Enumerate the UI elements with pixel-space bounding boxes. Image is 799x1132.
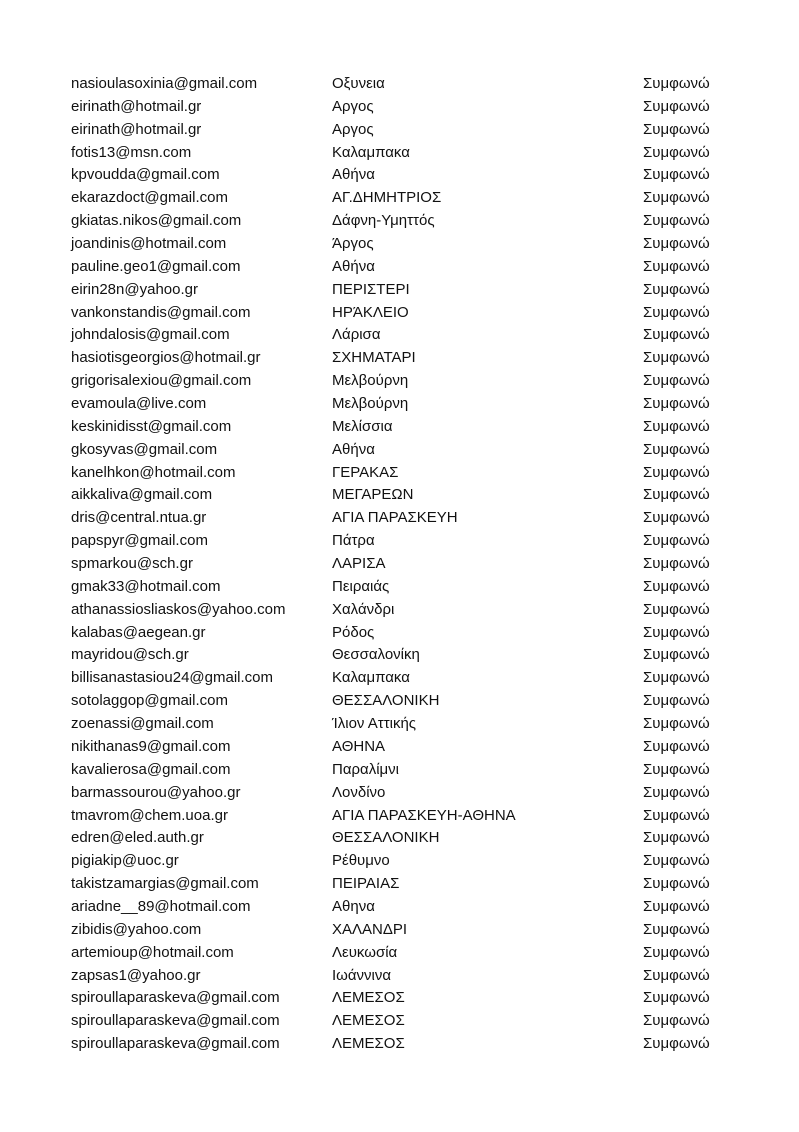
email-cell: gkiatas.nikos@gmail.com <box>71 212 242 230</box>
city-cell: Καλαμπακα <box>332 669 410 687</box>
consent-cell: Συμφωνώ <box>643 509 710 527</box>
city-cell: Πειραιάς <box>332 577 390 595</box>
city-cell: ΑΘΗΝΑ <box>332 737 386 755</box>
city-cell: Αργος <box>332 120 374 138</box>
email-cell: mayridou@sch.gr <box>71 646 189 664</box>
consent-cell: Συμφωνώ <box>643 486 710 504</box>
table-row <box>71 736 731 759</box>
table-row <box>71 302 731 325</box>
table-row <box>71 416 731 439</box>
city-cell: Παραλίμνι <box>332 760 400 778</box>
table-row <box>71 644 731 667</box>
city-cell: Οξυνεια <box>332 75 385 92</box>
city-cell: ΛΕΜΕΣΟΣ <box>332 1012 405 1030</box>
consent-cell: Συμφωνώ <box>643 852 710 870</box>
table-row <box>71 576 731 599</box>
consent-cell: Συμφωνώ <box>643 577 710 595</box>
table-row <box>71 462 731 485</box>
table-row <box>71 759 731 782</box>
email-cell: eirinath@hotmail.gr <box>71 97 202 115</box>
consent-cell: Συμφωνώ <box>643 966 710 984</box>
email-cell: kanelhkon@hotmail.com <box>71 463 236 481</box>
city-cell: Αθηνα <box>332 897 375 915</box>
city-cell: ΠΕΡΙΣΤΕΡΙ <box>332 280 410 298</box>
email-cell: barmassourou@yahoo.gr <box>71 783 241 801</box>
table-row <box>71 782 731 805</box>
consent-cell: Συμφωνώ <box>643 395 710 413</box>
email-cell: joandinis@hotmail.com <box>71 235 227 253</box>
table-row <box>71 233 731 256</box>
email-cell: johndalosis@gmail.com <box>71 326 230 344</box>
city-cell: ΘΕΣΣΑΛΟΝΙΚΗ <box>332 692 440 710</box>
table-row <box>71 507 731 530</box>
city-cell: ΛΕΜΕΣΟΣ <box>332 1035 405 1053</box>
consent-cell: Συμφωνώ <box>643 989 710 1007</box>
city-cell: Αθήνα <box>332 166 375 184</box>
city-cell: ΠΕΙΡΑΙΑΣ <box>332 875 400 893</box>
table-row <box>71 850 731 873</box>
email-cell: zapsas1@yahoo.gr <box>71 966 201 984</box>
email-cell: artemioup@hotmail.com <box>71 943 234 961</box>
consent-cell: Συμφωνώ <box>643 303 710 321</box>
city-cell: ΣΧΗΜΑΤΑΡΙ <box>332 349 416 367</box>
table-row <box>71 690 731 713</box>
city-cell: Ίλιον Αττικής <box>332 715 417 733</box>
consent-cell: Συμφωνώ <box>643 1035 710 1053</box>
table-row <box>71 553 731 576</box>
city-cell: ΓΕΡΑΚΑΣ <box>332 463 399 481</box>
city-cell: Μελβούρνη <box>332 395 409 413</box>
email-cell: ekarazdoct@gmail.com <box>71 189 228 207</box>
email-cell: spiroullaparaskeva@gmail.com <box>71 989 280 1007</box>
consent-cell: Συμφωνώ <box>643 97 710 115</box>
city-cell: Χαλάνδρι <box>332 600 395 618</box>
city-cell: ΑΓ.ΔΗΜΗΤΡΙΟΣ <box>332 189 442 207</box>
city-cell: Μελβούρνη <box>332 372 409 390</box>
table-row <box>71 667 731 690</box>
table-row <box>71 1033 731 1056</box>
city-cell: Λευκωσία <box>332 943 398 961</box>
consent-cell: Συμφωνώ <box>643 600 710 618</box>
table-row <box>71 530 731 553</box>
consent-cell: Συμφωνώ <box>643 440 710 458</box>
consent-cell: Συμφωνώ <box>643 829 710 847</box>
city-cell: Ρόδος <box>332 623 375 641</box>
table-row <box>71 622 731 645</box>
consent-cell: Συμφωνώ <box>643 326 710 344</box>
email-cell: keskinidisst@gmail.com <box>71 417 232 435</box>
table-row <box>71 965 731 988</box>
city-cell: Καλαμπακα <box>332 143 410 161</box>
consent-cell: Συμφωνώ <box>643 943 710 961</box>
city-cell: Ιωάννινα <box>332 966 392 984</box>
email-cell: eirinath@hotmail.gr <box>71 120 202 138</box>
city-cell: Πάτρα <box>332 532 375 550</box>
city-cell: Θεσσαλονίκη <box>332 646 420 664</box>
consent-cell: Συμφωνώ <box>643 257 710 275</box>
city-cell: ΛΕΜΕΣΟΣ <box>332 989 405 1007</box>
table-row <box>71 370 731 393</box>
table-row <box>71 324 731 347</box>
email-cell: nasioulasoxinia@gmail.com <box>71 75 258 92</box>
table-row <box>71 896 731 919</box>
email-cell: ariadne__89@hotmail.com <box>71 897 251 915</box>
table-row <box>71 439 731 462</box>
table-row <box>71 919 731 942</box>
consent-cell: Συμφωνώ <box>643 623 710 641</box>
consent-cell: Συμφωνώ <box>643 143 710 161</box>
table-row <box>71 805 731 828</box>
consent-cell: Συμφωνώ <box>643 555 710 573</box>
city-cell: Λονδίνο <box>332 783 386 801</box>
consent-cell: Συμφωνώ <box>643 532 710 550</box>
table-row <box>71 942 731 965</box>
email-cell: athanassiosliaskos@yahoo.com <box>71 600 286 618</box>
table-row <box>71 210 731 233</box>
consent-cell: Συμφωνώ <box>643 646 710 664</box>
table-row <box>71 96 731 119</box>
email-cell: hasiotisgeorgios@hotmail.gr <box>71 349 261 367</box>
email-cell: spmarkou@sch.gr <box>71 555 193 573</box>
city-cell: Δάφνη-Υμηττός <box>332 212 435 230</box>
email-cell: edren@eled.auth.gr <box>71 829 204 847</box>
table-row <box>71 73 731 96</box>
email-cell: grigorisalexiou@gmail.com <box>71 372 252 390</box>
email-cell: kalabas@aegean.gr <box>71 623 206 641</box>
consent-cell: Συμφωνώ <box>643 715 710 733</box>
city-cell: ΘΕΣΣΑΛΟΝΙΚΗ <box>332 829 440 847</box>
consent-cell: Συμφωνώ <box>643 692 710 710</box>
table-row <box>71 599 731 622</box>
consent-cell: Συμφωνώ <box>643 463 710 481</box>
city-cell: Ρέθυμνο <box>332 852 390 870</box>
data-sheet <box>71 73 731 1056</box>
consent-cell: Συμφωνώ <box>643 280 710 298</box>
email-cell: eirin28n@yahoo.gr <box>71 280 198 298</box>
consent-cell: Συμφωνώ <box>643 235 710 253</box>
table-row <box>71 827 731 850</box>
table-row <box>71 256 731 279</box>
consent-cell: Συμφωνώ <box>643 920 710 938</box>
city-cell: ΗΡΆΚΛΕΙΟ <box>332 303 409 321</box>
consent-cell: Συμφωνώ <box>643 166 710 184</box>
table-row <box>71 164 731 187</box>
email-cell: zoenassi@gmail.com <box>71 715 214 733</box>
city-cell: ΑΓΙΑ ΠΑΡΑΣΚΕΥΗ-ΑΘΗΝΑ <box>332 806 516 824</box>
email-cell: zibidis@yahoo.com <box>71 920 202 938</box>
city-cell: ΧΑΛΑΝΔΡΙ <box>332 920 408 938</box>
email-cell: pigiakip@uoc.gr <box>71 852 179 870</box>
email-cell: sotolaggop@gmail.com <box>71 692 228 710</box>
city-cell: Άργος <box>332 235 374 253</box>
email-cell: nikithanas9@gmail.com <box>71 737 231 755</box>
table-row <box>71 187 731 210</box>
table-row <box>71 987 731 1010</box>
table-row <box>71 393 731 416</box>
city-cell: Αθήνα <box>332 257 375 275</box>
email-cell: billisanastasiou24@gmail.com <box>71 669 273 687</box>
email-cell: vankonstandis@gmail.com <box>71 303 251 321</box>
consent-cell: Συμφωνώ <box>643 669 710 687</box>
table-row <box>71 1010 731 1033</box>
email-cell: pauline.geo1@gmail.com <box>71 257 241 275</box>
city-cell: Λάρισα <box>332 326 381 344</box>
consent-cell: Συμφωνώ <box>643 372 710 390</box>
email-cell: takistzamargias@gmail.com <box>71 875 259 893</box>
email-cell: kavalierosa@gmail.com <box>71 760 231 778</box>
consent-cell: Συμφωνώ <box>643 189 710 207</box>
consent-cell: Συμφωνώ <box>643 212 710 230</box>
table-row <box>71 713 731 736</box>
table-row <box>71 142 731 165</box>
table-row <box>71 484 731 507</box>
consent-cell: Συμφωνώ <box>643 75 710 92</box>
email-cell: dris@central.ntua.gr <box>71 509 207 527</box>
consent-cell: Συμφωνώ <box>643 737 710 755</box>
city-cell: Αθήνα <box>332 440 375 458</box>
table-row <box>71 873 731 896</box>
email-cell: aikkaliva@gmail.com <box>71 486 213 504</box>
consent-cell: Συμφωνώ <box>643 1012 710 1030</box>
email-cell: evamoula@live.com <box>71 395 207 413</box>
email-cell: kpvoudda@gmail.com <box>71 166 220 184</box>
city-cell: ΜΕΓΑΡΕΩΝ <box>332 486 414 504</box>
consent-cell: Συμφωνώ <box>643 806 710 824</box>
table-row <box>71 279 731 302</box>
consent-cell: Συμφωνώ <box>643 120 710 138</box>
city-cell: ΑΓΙΑ ΠΑΡΑΣΚΕΥΗ <box>332 509 458 527</box>
email-cell: spiroullaparaskeva@gmail.com <box>71 1035 280 1053</box>
email-cell: gmak33@hotmail.com <box>71 577 221 595</box>
consent-cell: Συμφωνώ <box>643 760 710 778</box>
consent-cell: Συμφωνώ <box>643 897 710 915</box>
consent-cell: Συμφωνώ <box>643 417 710 435</box>
email-cell: gkosyvas@gmail.com <box>71 440 218 458</box>
email-cell: papspyr@gmail.com <box>71 532 208 550</box>
city-cell: Αργος <box>332 97 374 115</box>
consent-cell: Συμφωνώ <box>643 875 710 893</box>
consent-cell: Συμφωνώ <box>643 349 710 367</box>
city-cell: Μελίσσια <box>332 417 393 435</box>
city-cell: ΛΑΡΙΣΑ <box>332 555 386 573</box>
email-cell: tmavrom@chem.uoa.gr <box>71 806 228 824</box>
table-row <box>71 347 731 370</box>
consent-cell: Συμφωνώ <box>643 783 710 801</box>
email-cell: spiroullaparaskeva@gmail.com <box>71 1012 280 1030</box>
email-cell: fotis13@msn.com <box>71 143 192 161</box>
table-row <box>71 119 731 142</box>
